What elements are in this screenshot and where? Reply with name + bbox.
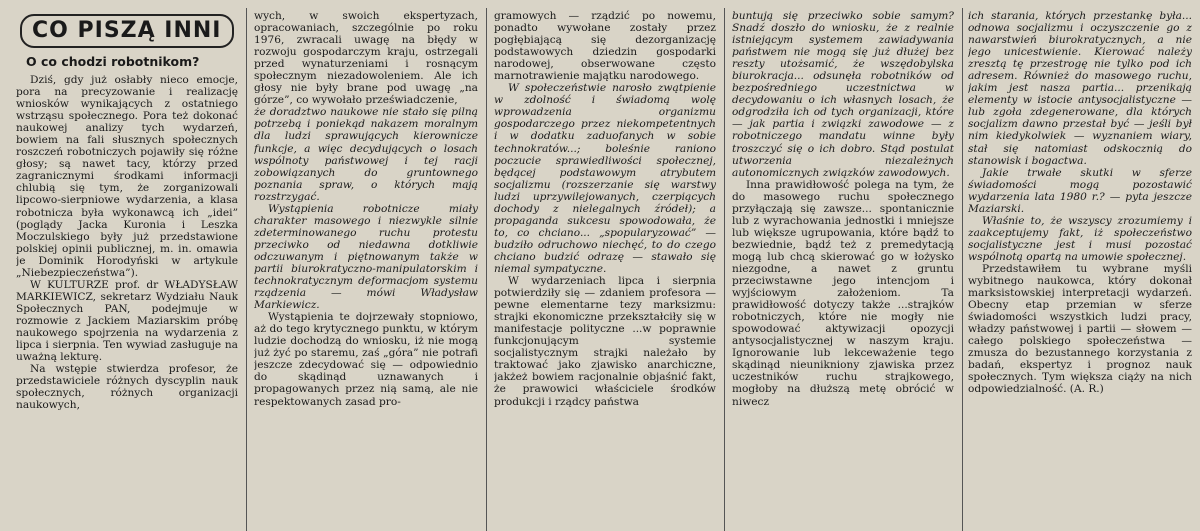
- article-column-1: [16, 10, 238, 531]
- article-paragraph: Na wstępie stwierdza profesor, że przedstawiciele różnych dyscyplin nauk społecznych, różnych organizacji naukowych,: [16, 363, 238, 412]
- column-rule: [486, 8, 487, 531]
- article-paragraph: Wystąpienia robotnicze miały charakter masowego i niezwykle silnie zdeterminowanego ruchu protestu przeciwko od niedawna dotkliwie odczuwanym i piętnowanym także w partii biurokratyczno-manipulatorskim i technokratycznym deformacjom systemu rządzenia — mówi Władysław Markiewicz.: [254, 202, 478, 312]
- section-heading: CO PISZĄ INNI: [20, 14, 234, 48]
- article-paragraph: wych, w swoich ekspertyzach, opracowaniach, szczególnie po roku 1976, zwracali uwagę na błędy w rozwoju gospodarczym kraju, ostrzegali przed wynaturzeniami i rosnącym społecznym niezadowoleniem. Ale ich głosy nie były brane pod uwagę „na górze”, co wywołało przeświadczenie,: [254, 10, 478, 107]
- article-paragraph: W wydarzeniach lipca i sierpnia potwierdziły się — zdaniem profesora — pewne elementarne tezy marksizmu: strajki ekonomiczne przekształciły się w manifestacje polityczne ...w poprawnie funkcjonującym systemie socjalistycznym strajki należało by traktować jako zjawisko anarchiczne, jakżeż bowiem racjonalnie objaśnić fakt, że prawowici właściciele środków produkcji i rządcy państwa: [494, 275, 716, 408]
- article-paragraph: Wystąpienia te dojrzewały stopniowo, aż do tego krytycznego punktu, w którym ludzie dochodzą do wniosku, iż nie mogą już żyć po staremu, zaś „góra” nie potrafi jeszcze zdecydować się — odpowiednio do skądinąd uznawanych i propagowanych przez nią samą, ale nie respektowanych zasad pro-: [254, 311, 478, 408]
- article-paragraph: Dziś, gdy już osłabły nieco emocje, pora na precyzowanie i realizację wniosków wynikających z ostatniego wstrząsu społecznego. Pora też dokonać naukowej analizy tych wydarzeń, bowiem na fali słusznych społecznych roszczeń robotniczych pojawiły się różne głosy; są nawet tacy, którzy przed zagranicznymi środkami informacji chlubią się tym, że zorganizowali lipcowo-sierpniowe wydarzenia, a klasa robotnicza była wykonawcą ich „idei” (poglądy Jacka Kuronia i Leszka Moczulskiego były już przedstawione polskiej opinii publicznej, m. in. omawia je Dominik Horodyński w artykule „Niebezpieczeństwa”).: [16, 74, 238, 279]
- article-paragraph: W KULTURZE prof. dr WŁADYSŁAW MARKIEWICZ, sekretarz Wydziału Nauk Społecznych PAN, podejmuje w rozmowie z Jackiem Maziarskim próbę naukowego spojrzenia na wydarzenia z lipca i sierpnia. Ten wywiad zasługuje na uważną lekturę.: [16, 278, 238, 364]
- article-paragraph: ich starania, których przestankę była... odnowa socjalizmu i oczyszczenie go z nawarstwień biurokratycznych, a nie jego unicestwienie. Kierować należy zresztą tę przestrogę nie tylko pod ich adresem. Również do masowego ruchu, jakim jest nasza partia... przenikają elementy w istocie antysocjalistyczne — lub zgoła zdegenerowane, dla których socjalizm dawno przestał być — jeśli był nim kiedykolwiek — wyznaniem wiary, stał się natomiast odskocznią do stanowisk i bogactwa.: [968, 10, 1192, 167]
- article-column-2: [254, 10, 478, 531]
- article-column-5: [968, 10, 1192, 531]
- article-column-3: [494, 10, 716, 531]
- article-paragraph: Inna prawidłowość polega na tym, że do masowego ruchu społecznego przyłączają się zawsze... spontanicznie lub z wyrachowania jednostki i mniejsze lub większe ugrupowania, które bądź to bezwiednie, bądź też z premedytacją mogą lub chcą skierować go w łożysko niezgodne, a nawet z gruntu przeciwstawne jego intencjom i wyjściowym założeniom. Ta prawidłowość dotyczy także ...strajków robotniczych, które nie mogły nie spowodować aktywizacji opozycji antysocjalistycznej w naszym kraju. Ignorowanie lub lekceważenie tego skądinąd nieunikniony zjawiska przez uczestników ruchu strajkowego, mogłoby na dłuższą metę obrócić w niwecz: [732, 178, 954, 408]
- article-paragraph: Właśnie to, że wszyscy zrozumiemy i zaakceptujemy fakt, iż społeczeństwo socjalistyczne jest i musi pozostać wspólnotą opartą na umowie społecznej.: [968, 214, 1192, 263]
- article-paragraph: buntują się przeciwko sobie samym? Snadź doszło do wniosku, że z realnie istniejącym systemem zawiadywania państwem nie mogą się już dłużej bez reszty utożsamić, że wszędobylska biurokracja... odsunęła robotników od bezpośredniego uczestnictwa w decydowaniu o ich własnych losach, że odgrodziła ich od tych organizacji, które — jak partia i związki zawodowe — z robotniczego mandatu winne były troszczyć się o ich dobro. Stąd postulat utworzenia niezależnych autonomicznych związków zawodowych.: [732, 10, 954, 179]
- article-paragraph: gramowych — rządzić po nowemu, ponadto wywołane zostały przez pogłębiającą się dezorganizację podstawowych dziedzin gospodarki narodowej, obserwowane często marnotrawienie majątku narodowego.: [494, 10, 716, 83]
- article-paragraph: że doradztwo naukowe nie stało się pilną potrzebą i poniekąd nakazem moralnym dla ludzi sprawujących kierownicze funkcje, a więc decydujących o losach wspólnoty państwowej i tej racji zobowiązanych do gruntownego poznania spraw, o których mają rozstrzygać.: [254, 106, 478, 203]
- article-title: O co chodzi robotnikom?: [26, 54, 200, 69]
- article-column-4: [732, 10, 954, 531]
- article-paragraph: Jakie trwałe skutki w sferze świadomości mogą pozostawić wydarzenia lata 1980 r.? — pyta jeszcze Maziarski.: [968, 166, 1192, 215]
- column-rule: [246, 8, 247, 531]
- column-rule: [962, 8, 963, 531]
- column-rule: [724, 8, 725, 531]
- article-paragraph: Przedstawiłem tu wybrane myśli wybitnego naukowca, który dokonał marksistowskiej interpretacji wydarzeń. Obecny etap przemian w sferze świadomości wszystkich ludzi pracy, władzy państwowej i partii — słowem — całego polskiego społeczeństwa — zmusza do bezustannego korzystania z badań, ekspertyz i prognoz nauk społecznych. Tym większa ciąży na nich odpowiedzialność. (A. R.): [968, 262, 1192, 396]
- article-paragraph: W społeczeństwie narosło zwątpienie w zdolność i świadomą wolę wprowadzenia organizmu gospodarczego przez niekompetentnych i w dodatku zaduofanych w sobie technokratów...; boleśnie raniono poczucie sprawiedliwości społecznej, będącej podstawowym atrybutem socjalizmu (rozszerzanie się warstwy ludzi uprzywilejowanych, czerpiących dochody z nielegalnych źródeł); a propaganda sukcesu spowodowała, że to, co chciano... „spopularyzować” — budziło odruchowo niechęć, to do czego chciano budzić odrazę — stawało się niemal sympatyczne.: [494, 82, 716, 275]
